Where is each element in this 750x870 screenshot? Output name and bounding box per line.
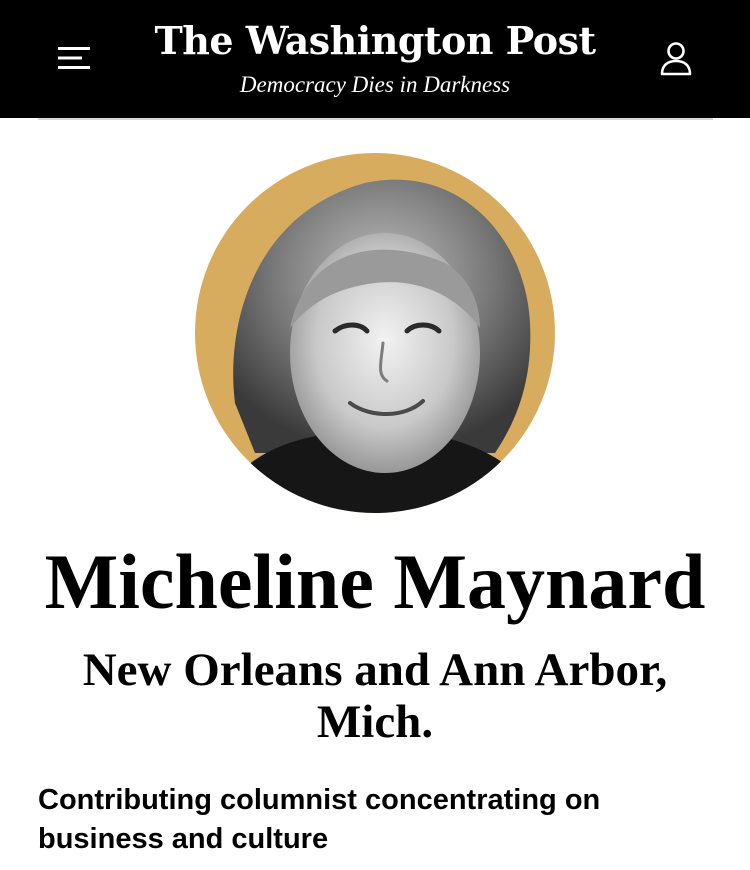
author-location: New Orleans and Ann Arbor, Mich.: [82, 644, 668, 748]
site-logo[interactable]: The Washington Post: [154, 18, 596, 63]
masthead[interactable]: [150, 14, 600, 100]
user-account-icon: [650, 34, 702, 86]
header-divider: [38, 118, 713, 120]
author-name: Micheline Maynard: [44, 538, 706, 625]
hamburger-menu-icon: [52, 36, 96, 80]
site-header: [0, 0, 750, 118]
author-bio: Contributing columnist concentrating on business and culture: [38, 784, 601, 855]
author-photo: [195, 153, 555, 513]
site-tagline: Democracy Dies in Darkness: [239, 72, 511, 97]
account-button[interactable]: [650, 34, 702, 86]
menu-button[interactable]: [52, 36, 96, 80]
